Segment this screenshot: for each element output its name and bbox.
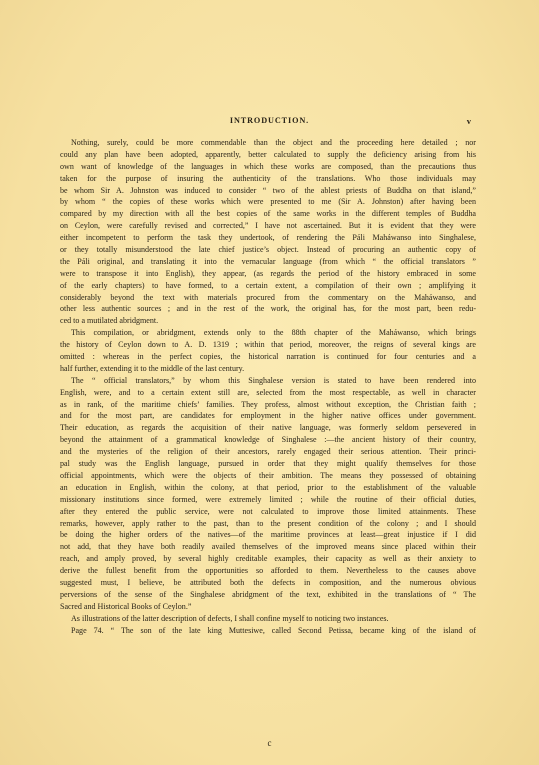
text-line: suggested must, I believe, be attributed both the defects in composition, and the numerous obvious bbox=[60, 577, 476, 587]
text-line: derive the fullest benefit from the opportunities so afforded to them. Nevertheless to the causes above bbox=[60, 566, 476, 576]
text-line: of the early chapters) to have formed, to a certain extent, a compilation of their own ; amplifying it bbox=[60, 280, 476, 290]
text-line: taken for the purpose of insuring the authenticity of the translations. Who those individuals may bbox=[60, 173, 476, 183]
text-line: were to transpose it into English), they appear, (as regards the period of the history embraced in some bbox=[60, 268, 476, 278]
text-line: As illustrations of the latter description of defects, I shall confine myself to noticing two instances. bbox=[71, 613, 389, 623]
text-line: official appointments, which were the objects of their ambition. The means they possessed of obtaining bbox=[60, 470, 476, 480]
text-line: after they entered the public service, were not calculated to improve those limited attainments. These bbox=[60, 506, 476, 516]
text-line: as in rank, of the maritime chiefs’ families. They profess, almost without exception, the Christian faith ; bbox=[60, 399, 476, 409]
text-line: omitted : whereas in the perfect copies, the historical narration is continued for four centuries and a bbox=[60, 352, 476, 362]
text-line: not add, that they have both readily availed themselves of the improved means since placed within their bbox=[60, 542, 476, 552]
page-header bbox=[0, 116, 539, 128]
text-line: own want of knowledge of the languages in which these works are composed, than the precautions thus bbox=[60, 161, 476, 171]
text-line: half further, extending it to the middle of the last century. bbox=[60, 363, 245, 373]
text-line: perversions of the sense of the Singhalese abridgment of the text, exhibited in the translations of “ The bbox=[60, 589, 476, 599]
text-line: Page 74. “ The son of the late king Muttesiwe, called Second Petissa, became king of the island of bbox=[71, 625, 476, 635]
text-line: Their education, as regards the acquisition of their native language, was formerly seldom persevered in bbox=[60, 423, 476, 433]
text-line: reach, and amply proved, by several highly creditable examples, their capacity as well as their anxiety to bbox=[60, 554, 476, 564]
text-line: missionary institutions since formed, were extremely limited ; while the routine of their official duties, bbox=[60, 494, 476, 504]
text-line: pal study was the English language, pursued in order that they might qualify themselves for those bbox=[60, 459, 476, 469]
text-line: and the mysteries of the religion of their ancestors, rarely engaged their serious attention. Their princi- bbox=[60, 447, 476, 457]
running-title: INTRODUCTION. bbox=[229, 116, 310, 125]
text-line: Nothing, surely, could be more commendable than the object and the proceeding here detailed ; nor bbox=[71, 138, 476, 147]
text-line: the history of Ceylon down to A. D. 1319 ; within that period, moreover, the reigns of several kings are bbox=[60, 340, 476, 350]
text-line: beyond the attainment of a grammatical knowledge of Singhalese :—the ancient history of their country, bbox=[60, 435, 476, 445]
page-number: v bbox=[466, 116, 471, 126]
text-line: be doing the higher orders of the natives—of the maritime provinces at least—great injustice if I did bbox=[60, 530, 476, 540]
text-line: other less authentic sources ; and in the rest of the work, the original has, for the most part, been redu- bbox=[60, 304, 476, 314]
text-line: the Páli original, and translating it into the vernacular language (from which “ the official translators ” bbox=[60, 256, 476, 266]
text-line: compared by my direction with all the best copies of the same works in the different temples of Buddha bbox=[60, 209, 476, 219]
text-line: remarks, however, apply rather to the past, than to the present condition of the colony ; and I should bbox=[60, 518, 476, 528]
text-line: and for the most part, are candidates for employment in the higher native offices under government. bbox=[60, 411, 476, 421]
text-line: ced to a mutilated abridgment. bbox=[60, 316, 159, 326]
text-line: considerably beyond the text with materials procured from the commentary on the Maháwanso, and bbox=[60, 292, 476, 302]
text-line: The “ official translators,” by whom this Singhalese version is stated to have been rendered into bbox=[71, 375, 476, 385]
text-line: on Ceylon, were carefully revised and corrected,” I have not ascertained. But it is evident that they were bbox=[60, 221, 476, 231]
text-line: either incompetent to perform the task they undertook, of rendering the Páli Maháwanso into Singhalese, bbox=[60, 233, 476, 243]
text-line: Sacred and Historical Books of Ceylon.” bbox=[60, 601, 192, 611]
text-line: an education in English, within the colony, at that period, prior to the establishment of the valuable bbox=[60, 482, 476, 492]
signature-mark: c bbox=[267, 738, 272, 748]
text-line: by whom “ the copies of these works which were presented to me (Sir A. Johnston) after having been bbox=[60, 197, 476, 207]
text-line: be whom Sir A. Johnston was induced to consider “ two of the ablest priests of Buddha on that island,” bbox=[60, 185, 476, 195]
text-line: or they totally misunderstood the late chief justice’s object. Instead of procuring an authentic copy of bbox=[60, 245, 476, 255]
text-line: This compilation, or abridgment, extends only to the 88th chapter of the Maháwanso, which brings bbox=[71, 328, 476, 338]
text-line: could any plan have been adopted, apparently, better calculated to supply the deficiency arising from his bbox=[60, 149, 476, 159]
text-line: English, were, and to a certain extent still are, selected from the most respectable, as well in character bbox=[60, 387, 476, 397]
body-text bbox=[60, 137, 476, 636]
